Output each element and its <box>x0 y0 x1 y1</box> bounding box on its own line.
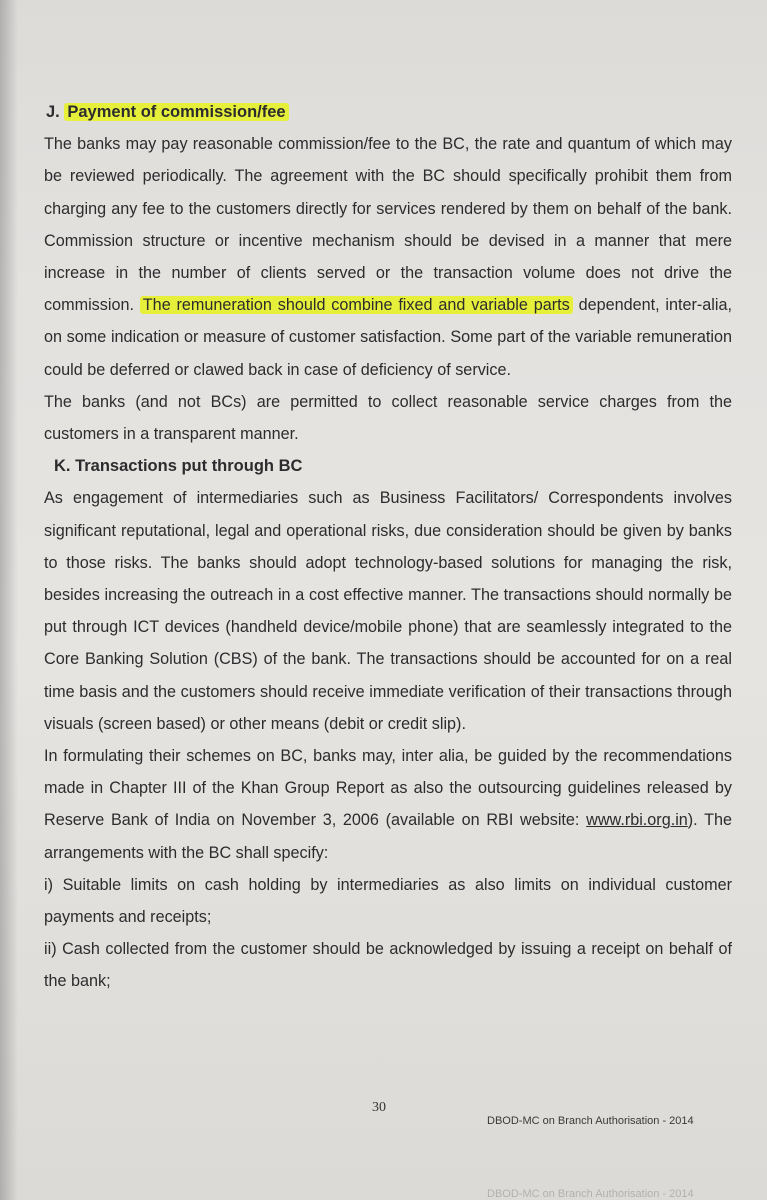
section-j-p1-text: The banks may pay reasonable commission/fee to the BC, the rate and quantum of which may be reviewed periodically. The agreement with the BC should specifically prohibit them from charging any fee to the customers directly for services rendered by them on behalf of the bank. Commission structure or incentive mechanism should be devised in a manner that mere increase in the number of clients served or the transaction volume does not drive the commission. <box>44 135 732 315</box>
page-shadow <box>0 0 18 1200</box>
page-number: 30 <box>372 1100 386 1115</box>
highlighted-remuneration-text: The remuneration should combine fixed and variable parts <box>140 296 573 314</box>
section-k-paragraph-2 <box>44 740 732 869</box>
section-k-p2-text-cont: ). The arrangements with the BC shall specify: <box>44 811 732 862</box>
list-item-i: i) Suitable limits on cash holding by intermediaries as also limits on individual customer payments and receipts; <box>44 875 732 927</box>
document-body <box>44 96 732 998</box>
section-j-paragraph-1 <box>44 128 732 386</box>
footer-doc-title: DBOD-MC on Branch Authorisation - 2014 <box>487 1115 694 1127</box>
section-j-heading <box>44 96 732 128</box>
section-k-p2-text: In formulating their schemes on BC, banks may, inter alia, be guided by the recommendations made in Chapter III of the Khan Group Report as also the outsourcing guidelines released by Reserve Bank of India on November 3, 2006 (available on RBI website: <box>44 747 732 830</box>
section-k-paragraph-1: As engagement of intermediaries such as Business Facilitators/ Correspondents involves significant reputational, legal and operational risks, due consideration should be given by banks to those risks. The banks should adopt technology-based solutions for managing the risk, besides increasing the outreach in a cost effective manner. The transactions should normally be put through ICT devices (handheld device/mobile phone) that are seamlessly integrated to the Core Banking Solution (CBS) of the bank. The transactions should be accounted for on a real time basis and the customers should receive immediate verification of their transactions through visuals (screen based) or other means (debit or credit slip). <box>44 489 732 733</box>
section-k-heading: K. Transactions put through BC <box>54 457 303 476</box>
list-item-ii: ii) Cash collected from the customer should be acknowledged by issuing a receipt on behalf of the bank; <box>44 940 732 991</box>
section-j-paragraph-2: The banks (and not BCs) are permitted to collect reasonable service charges from the customers in a transparent manner. <box>44 392 732 444</box>
section-j-p1-text-cont: dependent, inter-alia, on some indication or measure of customer satisfaction. Some part of the variable remuneration could be deferred or clawed back in case of deficiency of service. <box>44 296 732 379</box>
section-j-title-highlighted: Payment of commission/fee <box>64 103 288 121</box>
section-j-prefix: J. <box>46 103 60 121</box>
bleed-through-footer: DBOD-MC on Branch Authorisation - 2014 <box>487 1188 694 1200</box>
rbi-website-link[interactable]: www.rbi.org.in <box>586 811 688 830</box>
